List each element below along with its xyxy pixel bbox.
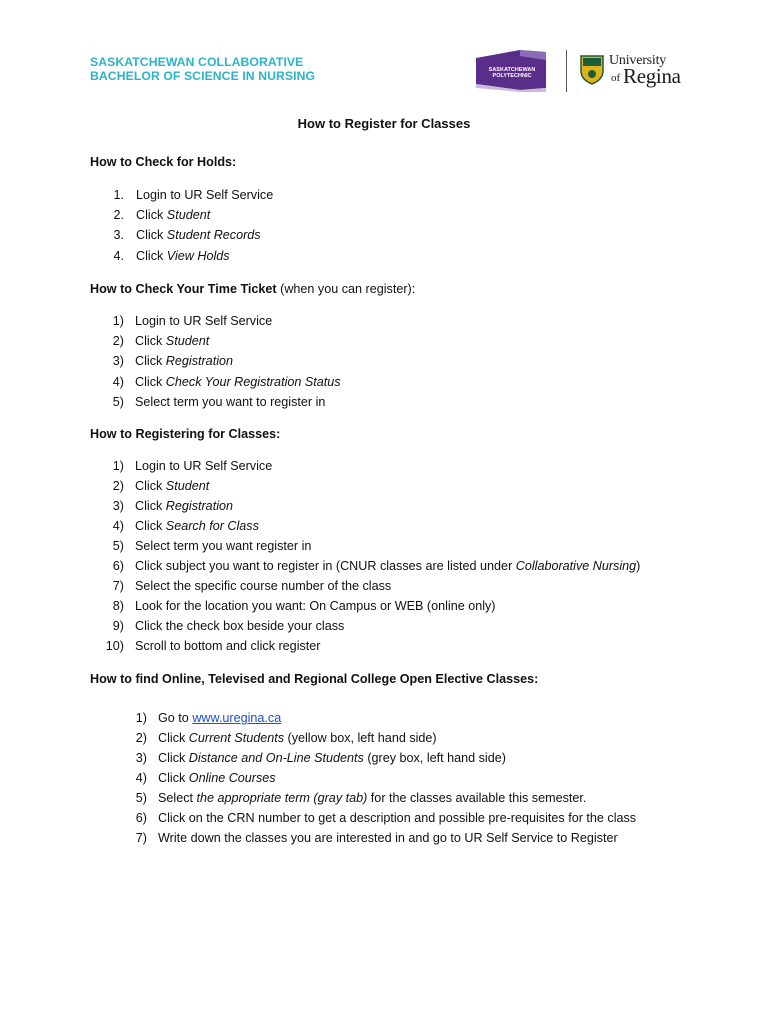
- list-item-segment: Click the check box beside your class: [135, 619, 345, 633]
- list-item-segment: (grey box, left hand side): [363, 751, 506, 765]
- list-item-segment: Go to: [158, 711, 193, 725]
- list-item-emphasis: Student: [165, 479, 210, 493]
- list-item-number: 3.: [113, 228, 124, 243]
- list-item-number: 1): [112, 314, 124, 328]
- list-item-text: [136, 228, 261, 242]
- program-name-line2: BACHELOR OF SCIENCE IN NURSING: [90, 69, 316, 83]
- list-item-segment: ): [636, 559, 641, 573]
- list-item-text: [135, 579, 391, 593]
- list-item-emphasis: Student Records: [166, 228, 261, 243]
- list-item-segment: Click: [135, 479, 166, 493]
- university-wordmark-of: of: [611, 72, 621, 84]
- list-item-segment: Click: [158, 751, 189, 765]
- polytechnic-logo-text: SASKATCHEWAN POLYTECHNIC: [488, 67, 536, 79]
- list-item-text: [135, 375, 341, 389]
- list-item-segment: Click: [158, 731, 189, 745]
- program-name: [90, 55, 315, 83]
- list-item-number: 1): [112, 459, 124, 473]
- time-ticket-heading-bold: How to Check Your Time Ticket: [90, 282, 277, 296]
- list-item-emphasis: View Holds: [166, 248, 230, 263]
- holds-heading-text: How to Check for Holds:: [90, 155, 237, 169]
- list-item-number: 7): [112, 579, 124, 593]
- page-title: How to Register for Classes: [297, 116, 471, 131]
- list-item-text: [135, 599, 496, 613]
- list-item-segment: Click: [135, 374, 166, 389]
- list-item-text: [135, 539, 311, 553]
- list-item-number: 2): [112, 479, 124, 493]
- list-item-text: [158, 831, 618, 845]
- list-item-text: [135, 314, 272, 328]
- list-item-number: 3): [112, 499, 124, 513]
- list-item-text: [158, 791, 586, 805]
- list-item-text: [158, 771, 276, 785]
- list-item-number: 7): [135, 831, 147, 845]
- list-item-emphasis: Distance and On-Line Students: [188, 751, 364, 765]
- time-ticket-heading: [90, 282, 415, 296]
- list-item-text: [135, 395, 325, 409]
- list-item-segment: Look for the location you want: On Campus or WEB (online only): [135, 599, 496, 613]
- list-item-text: [158, 751, 506, 765]
- list-item-text: [135, 354, 233, 368]
- list-item-segment: Scroll to bottom and click register: [135, 639, 321, 653]
- list-item-number: 5): [135, 791, 147, 805]
- list-item-number: 6): [135, 811, 147, 825]
- list-item-emphasis: Student: [166, 208, 211, 223]
- list-item-emphasis: Online Courses: [188, 771, 276, 785]
- list-item-segment: Click: [136, 228, 167, 243]
- list-item-segment: for the classes available this semester.: [367, 791, 587, 805]
- list-item-segment: Click: [136, 248, 167, 263]
- list-item-text: [158, 811, 636, 825]
- program-name-line1: SASKATCHEWAN COLLABORATIVE: [90, 55, 304, 69]
- university-wordmark-line1: University: [609, 53, 667, 68]
- list-item-segment: Select term you want register in: [135, 539, 312, 553]
- list-item-segment: Click: [135, 519, 166, 533]
- list-item-emphasis: Student: [165, 334, 210, 349]
- list-item-text: [135, 559, 640, 573]
- list-item-text: [135, 459, 272, 473]
- list-item-segment: Login to UR Self Service: [136, 188, 274, 202]
- list-item-text: [136, 208, 210, 222]
- list-item-number: 9): [112, 619, 124, 633]
- list-item-emphasis: Registration: [165, 354, 233, 369]
- list-item-number: 2): [135, 731, 147, 745]
- list-item-number: 4): [112, 519, 124, 533]
- header-divider: [566, 50, 567, 92]
- uregina-link[interactable]: www.uregina.ca: [192, 711, 282, 725]
- list-item-number: 6): [112, 559, 124, 573]
- list-item-segment: Click: [158, 771, 189, 785]
- list-item-text: [135, 519, 259, 533]
- list-item-text: [135, 499, 233, 513]
- list-item-text: [135, 639, 320, 653]
- list-item-segment: Select term you want to register in: [135, 394, 326, 409]
- list-item-emphasis: Collaborative Nursing: [515, 559, 637, 573]
- list-item-text: [136, 249, 230, 263]
- list-item-segment: Click: [135, 334, 166, 349]
- list-item-number: 5): [112, 394, 124, 409]
- list-item-segment: Click: [136, 208, 167, 223]
- list-item-number: 10): [105, 639, 124, 653]
- list-item-number: 3): [112, 354, 124, 369]
- electives-heading: [90, 672, 538, 686]
- electives-heading-text: How to find Online, Televised and Regional College Open Elective Classes:: [90, 672, 539, 686]
- list-item-number: 5): [112, 539, 124, 553]
- list-item-number: 2.: [113, 208, 124, 223]
- list-item-segment: Click: [135, 499, 166, 513]
- list-item-segment: Click: [135, 354, 166, 369]
- list-item-number: 1.: [113, 188, 124, 202]
- list-item-number: 1): [135, 711, 147, 725]
- list-item-text: [135, 334, 209, 348]
- list-item-segment: Login to UR Self Service: [135, 314, 273, 328]
- list-item-emphasis: Registration: [165, 499, 233, 513]
- university-wordmark-regina: Regina: [623, 64, 681, 88]
- list-item-emphasis: the appropriate term (gray tab): [196, 791, 368, 805]
- holds-heading: [90, 155, 236, 169]
- list-item-emphasis: Current Students: [188, 731, 285, 745]
- list-item-number: 3): [135, 751, 147, 765]
- list-item-text: [158, 711, 281, 725]
- list-item-number: 2): [112, 334, 124, 349]
- list-item-emphasis: Check Your Registration Status: [165, 374, 341, 389]
- list-item-text: [135, 619, 344, 633]
- list-item-number: 4): [112, 374, 124, 389]
- list-item-number: 4.: [113, 248, 124, 263]
- list-item-emphasis: Search for Class: [165, 519, 259, 533]
- list-item-segment: Login to UR Self Service: [135, 459, 273, 473]
- list-item-number: 8): [112, 599, 124, 613]
- list-item-segment: Select the specific course number of the class: [135, 579, 392, 593]
- list-item-segment: Write down the classes you are interested in and go to UR Self Service to Register: [158, 831, 618, 845]
- university-crest-icon: [580, 55, 604, 85]
- list-item-text: [136, 188, 273, 202]
- list-item-number: 4): [135, 771, 147, 785]
- time-ticket-heading-rest: (when you can register):: [276, 282, 416, 296]
- list-item-segment: Select: [158, 791, 197, 805]
- registering-heading-text: How to Registering for Classes:: [90, 427, 281, 441]
- registering-heading: [90, 427, 280, 441]
- list-item-segment: Click on the CRN number to get a description and possible pre-requisites for the class: [158, 811, 637, 825]
- list-item-segment: Click subject you want to register in (CNUR classes are listed under: [135, 559, 516, 573]
- list-item-segment: (yellow box, left hand side): [284, 731, 437, 745]
- list-item-text: [135, 479, 209, 493]
- list-item-text: [158, 731, 437, 745]
